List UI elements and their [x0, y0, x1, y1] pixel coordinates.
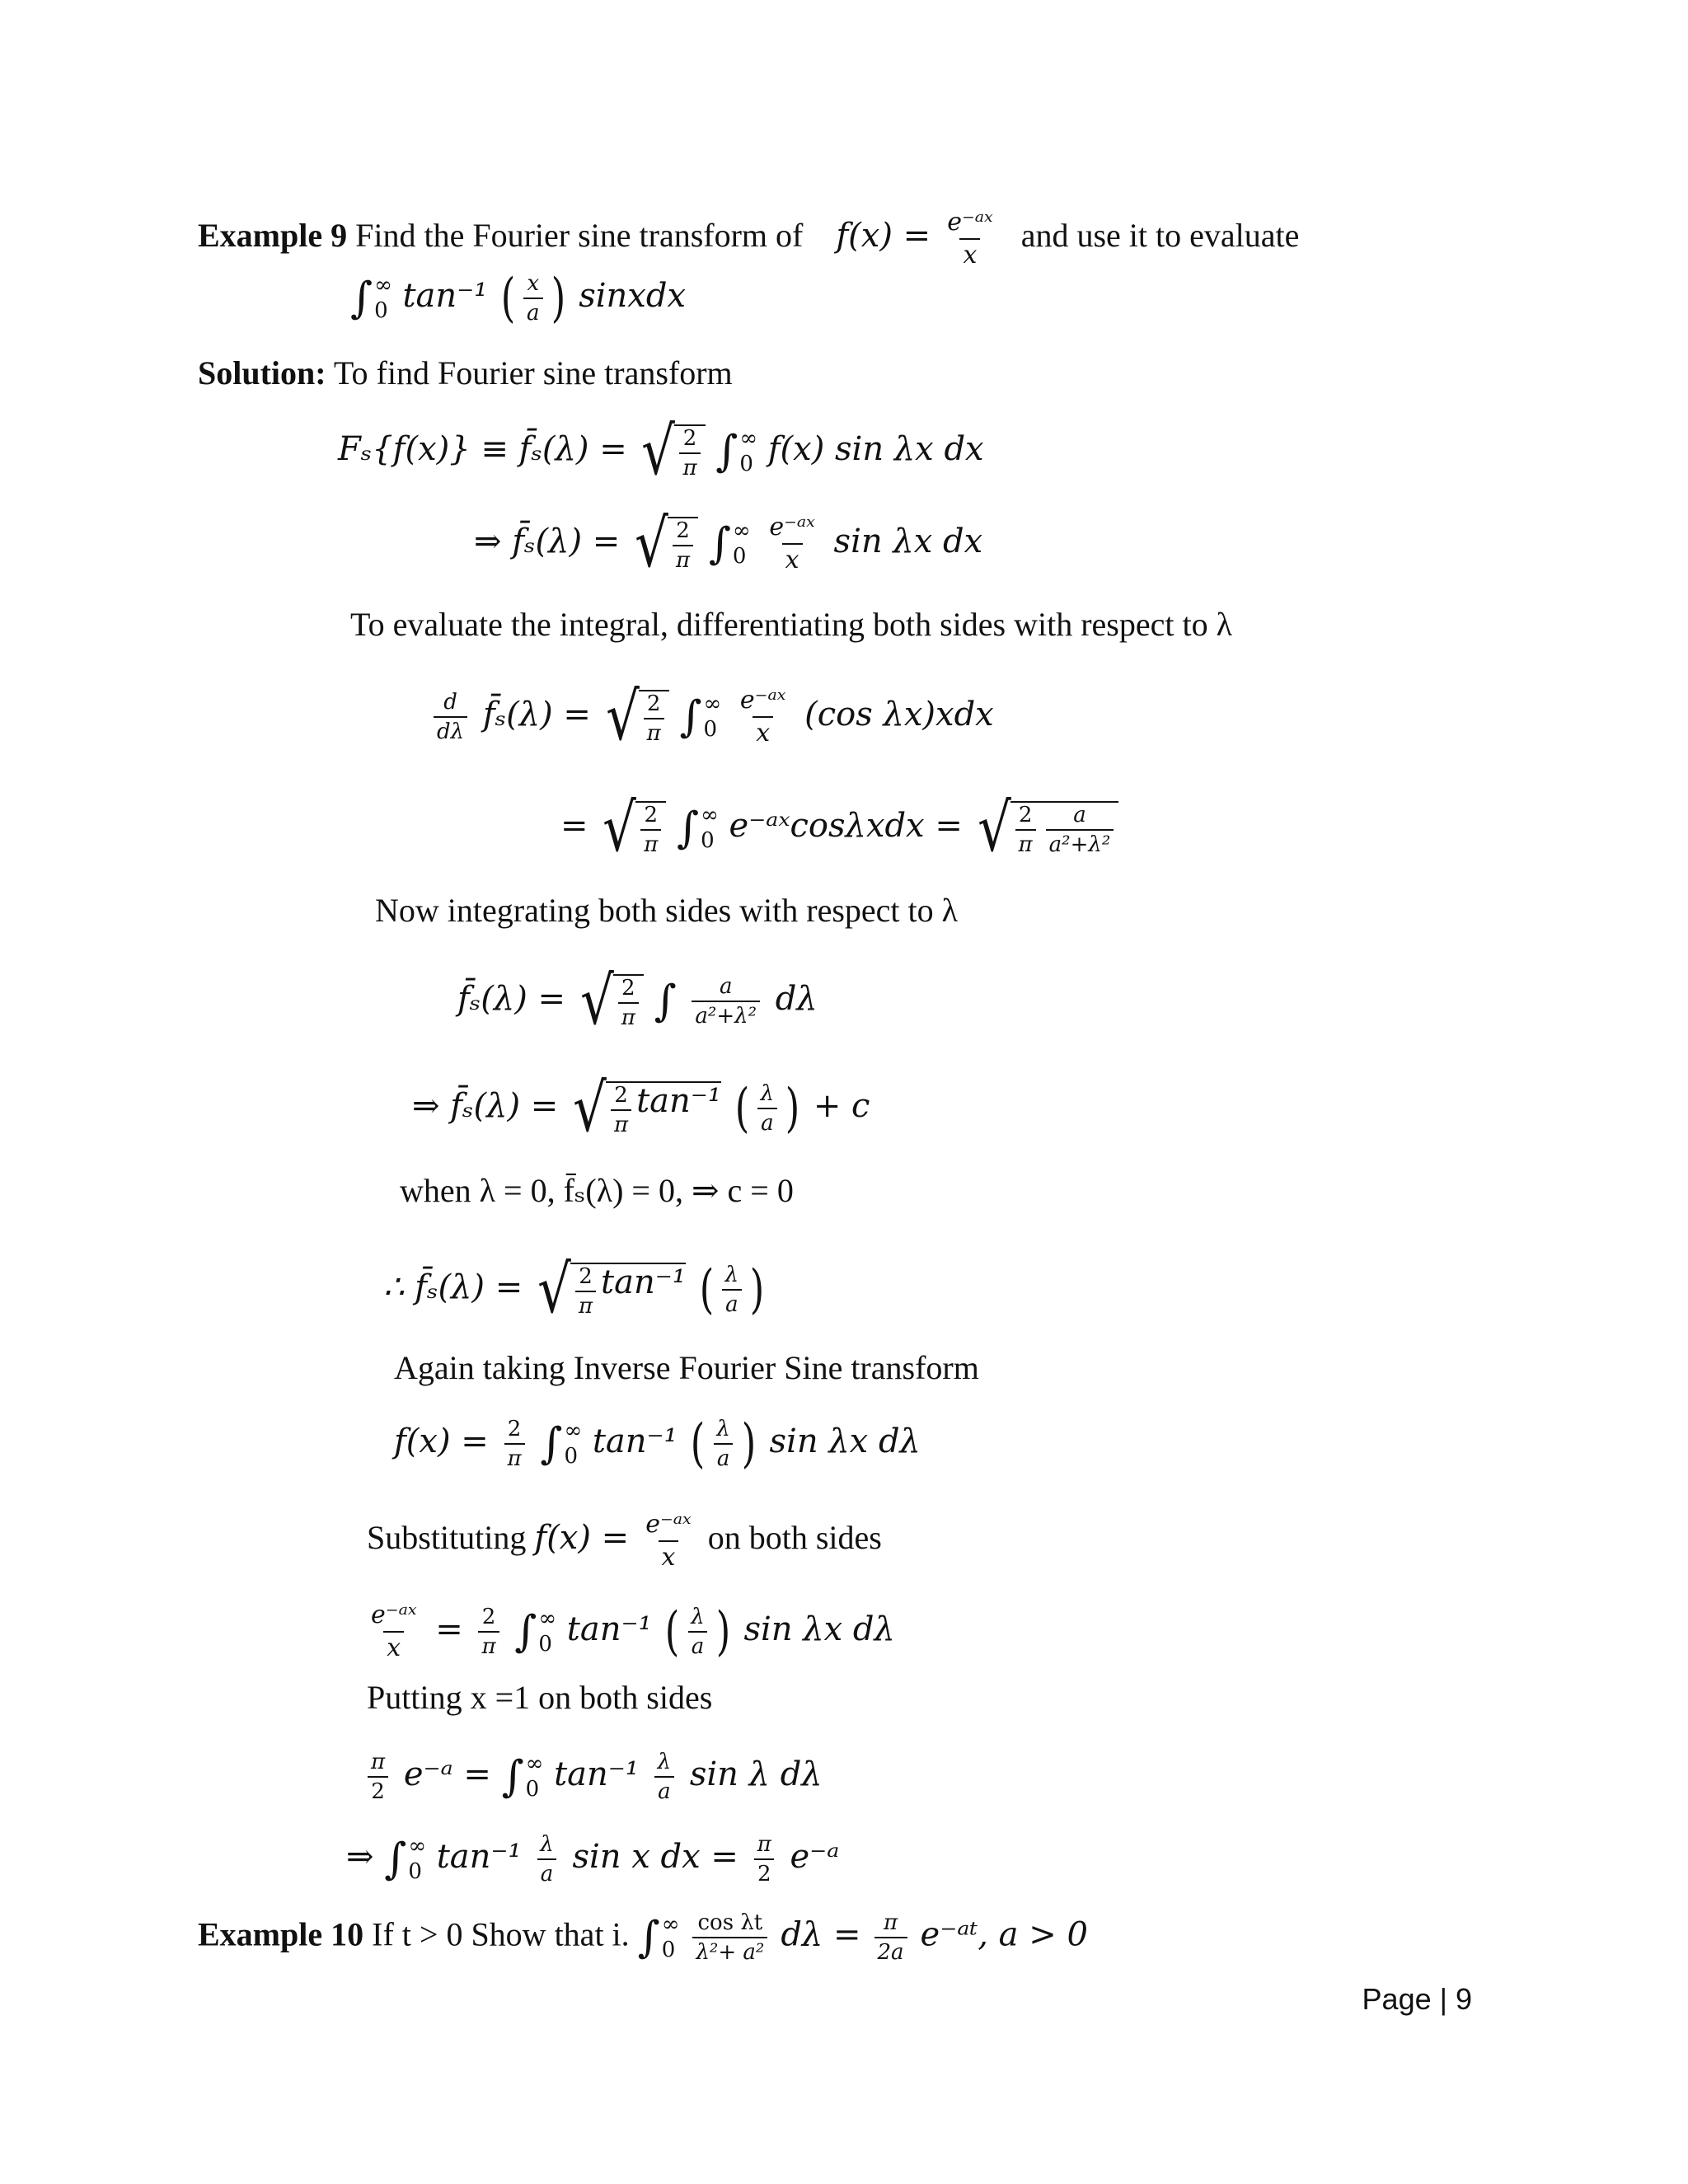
- integral-sign: ∫ ∞ 0: [715, 425, 758, 476]
- paren-fraction: ( $\frac{x}{a}$ ): [500, 268, 565, 329]
- arctan: tan⁻¹: [592, 1422, 678, 1460]
- fraction-denominator: a: [654, 1776, 674, 1802]
- equation-3: [429, 678, 994, 755]
- putting-line: Putting x =1 on both sides: [367, 1679, 713, 1716]
- integral-sign: ∫ ∞ 0: [637, 1912, 680, 1963]
- fraction-numerator: λ: [760, 1081, 775, 1106]
- equals-sign: =: [435, 1610, 463, 1648]
- equation-2: [474, 505, 983, 582]
- equation-10: [363, 1603, 895, 1661]
- paren-fraction: ( $\frac{\lambda}{a}$ ): [691, 1413, 757, 1474]
- fraction-numerator: 2: [614, 1083, 628, 1108]
- solution-line: [198, 354, 733, 391]
- equation-1: [338, 413, 984, 490]
- lower-limit: 0: [661, 1938, 676, 1963]
- integrand: sin λx dλ: [743, 1610, 895, 1648]
- derivative-operator: [434, 691, 467, 743]
- fraction-denominator: 2: [754, 1858, 775, 1885]
- fraction-denominator: π: [611, 1109, 631, 1136]
- fraction-numerator: π: [371, 1750, 386, 1775]
- arctan: tan⁻¹: [601, 1263, 686, 1301]
- fraction-numerator: a: [719, 974, 733, 999]
- text-integrate: Now integrating both sides with respect to λ: [375, 892, 959, 929]
- integrand-fraction: [737, 688, 790, 746]
- integral-sign: ∫ ∞ 0: [350, 272, 392, 323]
- implies-sign: ⇒: [346, 1838, 374, 1877]
- fraction-numerator: e⁻ᵃˣ: [769, 513, 815, 541]
- equation-lhs: f(x) =: [394, 1422, 489, 1460]
- lower-limit: 0: [525, 1777, 540, 1802]
- equation-lhs: e⁻ᵃ =: [403, 1755, 491, 1794]
- integral-sign: ∫ ∞ 0: [501, 1751, 544, 1802]
- integrand-tail: sinxdx: [579, 277, 687, 315]
- fraction-denominator: a: [722, 1289, 742, 1315]
- integrand: sin λx dx: [833, 523, 983, 560]
- fraction-denominator: a²+λ²: [692, 1001, 760, 1027]
- lower-limit: 0: [538, 1632, 552, 1657]
- equation-11: [363, 1750, 823, 1805]
- equation-4: [560, 790, 1118, 866]
- subst-tail: on both sides: [707, 1519, 882, 1557]
- paren-fraction: ( $\frac{\lambda}{a}$ ): [734, 1078, 800, 1139]
- integral-sign: ∫: [654, 977, 677, 1026]
- substituting-line: [367, 1512, 882, 1570]
- fraction-denominator: λ²+ a²: [692, 1937, 767, 1963]
- upper-limit: ∞: [703, 691, 722, 716]
- arctan: tan⁻¹: [402, 277, 488, 315]
- solution-label: Solution:: [198, 354, 326, 391]
- example-9-heading: [198, 210, 1299, 268]
- integral-sign: ∫ ∞ 0: [708, 518, 751, 569]
- subst-text: Substituting: [367, 1519, 527, 1557]
- fraction-denominator: x: [782, 543, 803, 573]
- fraction-numerator: d: [443, 690, 457, 715]
- sqrt-2-over-pi: √ $\frac{2}{\pi}$: [598, 795, 666, 861]
- equals-sign: =: [560, 807, 588, 845]
- example-10-heading: [198, 1910, 1088, 1966]
- upper-limit: ∞: [525, 1751, 544, 1776]
- fraction-denominator: a: [537, 1858, 557, 1885]
- fraction-numerator: 2: [481, 1605, 496, 1629]
- integrand: sin λ dλ: [689, 1755, 823, 1794]
- solution-text: To find Fourier sine transform: [333, 354, 733, 391]
- paren-fraction: ( $\frac{\lambda}{a}$ ): [699, 1259, 765, 1320]
- fraction-denominator: π: [478, 1631, 499, 1657]
- example-text: Find the Fourier sine transform of: [355, 217, 804, 255]
- integral-sign: ∫ ∞ 0: [540, 1418, 583, 1469]
- lower-limit: 0: [408, 1859, 422, 1885]
- equation-lhs: f̄ₛ(λ) =: [482, 696, 591, 733]
- function-def: f(x) =: [836, 217, 931, 255]
- sqrt-2-over-pi: √ $\frac{2}{\pi}$: [631, 511, 698, 577]
- example-text: If t > 0 Show that i.: [372, 1915, 630, 1953]
- integrand-fraction: [692, 1910, 767, 1966]
- fraction-denominator: a: [714, 1443, 734, 1469]
- fraction-numerator: x: [527, 271, 540, 296]
- fraction-numerator: 2: [1018, 803, 1033, 827]
- fraction-denominator: π: [618, 1002, 639, 1029]
- lower-limit: 0: [374, 298, 388, 323]
- fraction-numerator: cos λt: [697, 1910, 763, 1936]
- equation-lhs: ⇒ f̄ₛ(λ) =: [474, 523, 621, 560]
- fraction-numerator: π: [883, 1910, 898, 1936]
- integrand: sin x dx =: [572, 1838, 738, 1877]
- page-number: Page | 9: [1362, 1982, 1472, 2016]
- upper-limit: ∞: [739, 425, 758, 451]
- fraction-denominator: x: [383, 1631, 404, 1661]
- fraction-numerator: e⁻ᵃˣ: [371, 1601, 417, 1629]
- lambda-over-a: [537, 1834, 556, 1885]
- fraction-numerator: e⁻ᵃˣ: [739, 686, 786, 715]
- fraction-denominator: a: [688, 1631, 708, 1657]
- equation-lhs: f̄ₛ(λ) =: [457, 980, 566, 1018]
- fraction-numerator: e⁻ᵃˣ: [947, 208, 993, 237]
- arctan: tan⁻¹: [554, 1755, 639, 1794]
- equation-lhs: Fₛ{f(x)} ≡ f̄ₛ(λ) =: [338, 430, 627, 468]
- fraction-numerator: 2: [644, 803, 659, 827]
- fraction-numerator: λ: [724, 1263, 739, 1287]
- paren-fraction: ( $\frac{\lambda}{a}$ ): [665, 1601, 731, 1662]
- fraction-numerator: a: [1073, 803, 1086, 827]
- fraction-denominator: π: [679, 452, 700, 479]
- upper-limit: ∞: [538, 1605, 557, 1631]
- fraction-numerator: 2: [579, 1264, 593, 1289]
- fraction-denominator: 2a: [874, 1937, 907, 1963]
- upper-limit: ∞: [661, 1912, 680, 1937]
- upper-limit: ∞: [374, 272, 392, 298]
- equation-8: [383, 1251, 767, 1328]
- function-fraction: [642, 1512, 695, 1570]
- fraction-numerator: λ: [657, 1750, 672, 1775]
- text-differentiate: To evaluate the integral, differentiating both sides with respect to λ: [350, 606, 1232, 643]
- integral-sign: ∫ ∞ 0: [514, 1605, 557, 1657]
- sqrt-2-over-pi: √ $\frac{2}{\pi}$: [576, 968, 644, 1034]
- pi-over-two: [368, 1750, 388, 1805]
- fraction-numerator: λ: [716, 1417, 730, 1441]
- fraction-numerator: π: [757, 1832, 771, 1858]
- fraction-denominator: x: [753, 716, 773, 746]
- integrand-fraction: [766, 515, 818, 573]
- upper-limit: ∞: [564, 1418, 583, 1443]
- constant-term: + c: [813, 1087, 870, 1125]
- fraction-denominator: x: [659, 1540, 679, 1570]
- two-over-pi: [504, 1418, 525, 1469]
- arctan: tan⁻¹: [436, 1838, 522, 1877]
- lower-limit: 0: [703, 717, 718, 742]
- rhs: e⁻ᵃᵗ, a > 0: [920, 1915, 1088, 1954]
- fraction-denominator: a: [757, 1108, 777, 1134]
- arctan: tan⁻¹: [636, 1082, 721, 1120]
- fraction-denominator: π: [575, 1291, 596, 1317]
- integrand: (cos λx)xdx: [804, 696, 994, 733]
- fraction-numerator: 2: [646, 691, 661, 716]
- fraction-numerator: e⁻ᵃˣ: [645, 1510, 692, 1539]
- integral-sign: ∫ ∞ 0: [677, 802, 719, 853]
- rhs: e⁻ᵃ: [790, 1838, 840, 1877]
- arctan: tan⁻¹: [566, 1610, 652, 1648]
- fraction-denominator: dλ: [434, 716, 467, 743]
- equation-12: [346, 1834, 839, 1885]
- fraction-denominator: π: [644, 718, 664, 744]
- example-tail: and use it to evaluate: [1020, 217, 1300, 255]
- function-def: f(x) =: [534, 1519, 630, 1558]
- text-inverse: Again taking Inverse Fourier Sine transform: [394, 1349, 979, 1386]
- example-9-integral: [350, 268, 687, 329]
- sqrt-2-over-pi: √ $\frac{2}{\pi}$ tan⁻¹: [537, 1251, 686, 1328]
- two-over-pi: [478, 1606, 499, 1657]
- fraction-denominator: x: [959, 238, 980, 268]
- equation-lhs: ∴ f̄ₛ(λ) =: [383, 1268, 523, 1306]
- pi-over-2a: [874, 1910, 907, 1966]
- upper-limit: ∞: [701, 802, 719, 827]
- fraction-denominator: a²+λ²: [1046, 829, 1114, 855]
- example-label: Example 10: [198, 1915, 364, 1953]
- function-fraction: [944, 210, 996, 268]
- sqrt-2-over-pi: √ $\frac{2}{\pi}$ $\frac{a}{\text{a²+λ²}}$: [973, 795, 1119, 861]
- fraction-numerator: 2: [507, 1417, 522, 1441]
- fraction-denominator: a: [523, 298, 543, 324]
- equation-7: when λ = 0, f̄ₛ(λ) = 0, ⇒ c = 0: [400, 1172, 794, 1209]
- lower-limit: 0: [564, 1444, 578, 1469]
- upper-limit: ∞: [408, 1834, 426, 1858]
- integrand: f(x) sin λx dx: [767, 430, 984, 468]
- integrand-fraction: [692, 976, 760, 1027]
- lower-limit: 0: [739, 452, 753, 476]
- fraction-denominator: π: [1015, 829, 1036, 855]
- fraction-denominator: 2: [368, 1776, 388, 1802]
- fraction-denominator: π: [673, 545, 693, 571]
- equation-5: [457, 963, 818, 1039]
- example-label: Example 9: [198, 217, 348, 255]
- equation-9: [394, 1413, 921, 1474]
- fraction-denominator: π: [504, 1443, 525, 1469]
- fraction-denominator: π: [640, 829, 661, 855]
- equation-6: [412, 1070, 870, 1146]
- upper-limit: ∞: [732, 518, 751, 543]
- fraction-numerator: 2: [621, 976, 635, 1001]
- fraction-numerator: λ: [540, 1832, 554, 1858]
- pi-over-two: [754, 1834, 775, 1885]
- lambda-over-a: [654, 1750, 674, 1805]
- integrand: dλ: [775, 980, 818, 1018]
- sqrt-2-over-pi: √ $\frac{2}{\pi}$ tan⁻¹: [573, 1070, 721, 1146]
- integrand: sin λx dλ: [769, 1422, 921, 1460]
- integral-sign: ∫ ∞ 0: [384, 1834, 426, 1885]
- integrand: e⁻ᵃˣcosλxdx =: [729, 807, 963, 845]
- lhs-fraction: [368, 1603, 420, 1661]
- lower-limit: 0: [701, 828, 715, 853]
- fraction-numerator: λ: [691, 1605, 705, 1629]
- equation-lhs: ⇒ f̄ₛ(λ) =: [412, 1087, 559, 1125]
- sqrt-2-over-pi: √ $\frac{2}{\pi}$: [602, 684, 669, 750]
- integral-sign: ∫ ∞ 0: [679, 691, 722, 742]
- fraction-numerator: 2: [682, 426, 697, 451]
- fraction-numerator: 2: [676, 518, 690, 543]
- sqrt-2-over-pi: √ $\frac{2}{\pi}$: [637, 419, 705, 485]
- differential: dλ =: [781, 1915, 861, 1954]
- lower-limit: 0: [732, 544, 747, 569]
